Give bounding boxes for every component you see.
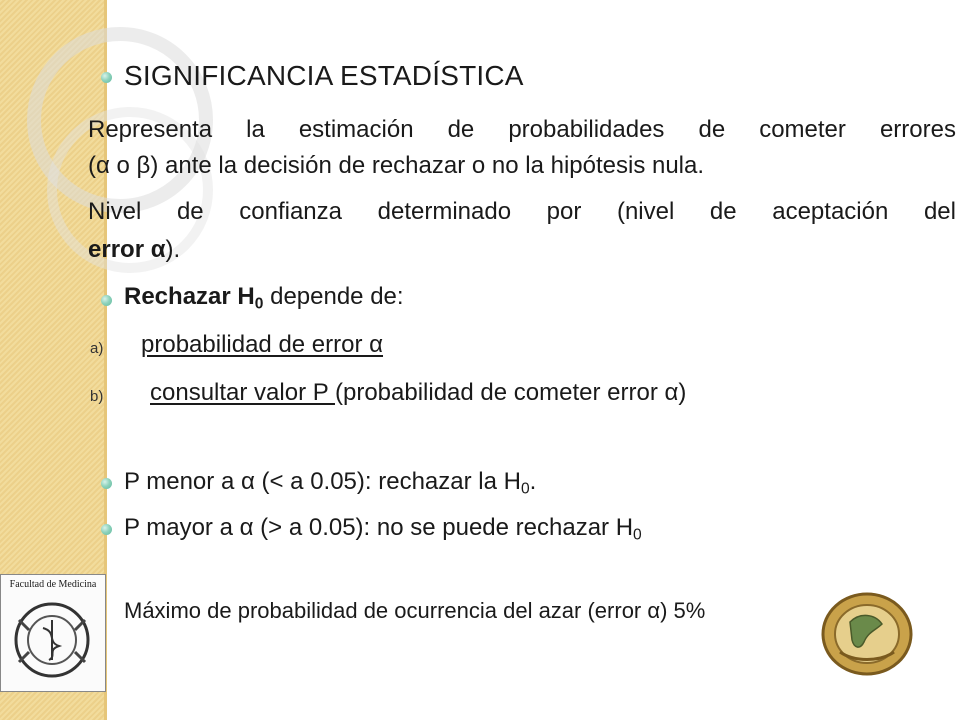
list-marker-b: b) xyxy=(90,388,104,405)
para2-line1: Nivel de confianza determinado por (nivel de aceptación del xyxy=(88,198,956,225)
university-seal-icon xyxy=(820,592,914,676)
faculty-seal-icon xyxy=(1,590,103,686)
slide-heading: SIGNIFICANCIA ESTADÍSTICA xyxy=(124,60,524,91)
bullet-icon xyxy=(101,478,112,489)
para1-line1: Representa la estimación de probabilidades de cometer errores xyxy=(88,116,956,143)
list-item-a: probabilidad de error α xyxy=(141,331,384,358)
max-prob-line: Máximo de probabilidad de ocurrencia del azar (error α) 5% xyxy=(124,598,706,623)
bullet-icon xyxy=(101,295,112,306)
error-alpha: error α xyxy=(88,236,166,263)
faculty-logo-text: Facultad de Medicina xyxy=(9,579,97,590)
bullet-icon xyxy=(101,524,112,535)
faculty-logo xyxy=(0,574,106,692)
para1-line2: (α o β) ante la decisión de rechazar o no la hipótesis nula. xyxy=(88,152,705,179)
bullet-icon xyxy=(101,72,112,83)
list-item-b: consultar valor P (probabilidad de cometer error α) xyxy=(150,379,687,406)
p-more-line: P mayor a α (> a 0.05): no se puede rechazar H0 xyxy=(124,514,642,544)
reject-h0-line: Rechazar $H_0$ depende de: xyxy=(124,283,404,313)
para2-line2: error α). xyxy=(88,236,181,263)
p-less-line: P menor a α (< a 0.05): rechazar la H0. xyxy=(124,468,537,498)
list-marker-a: a) xyxy=(90,340,104,357)
